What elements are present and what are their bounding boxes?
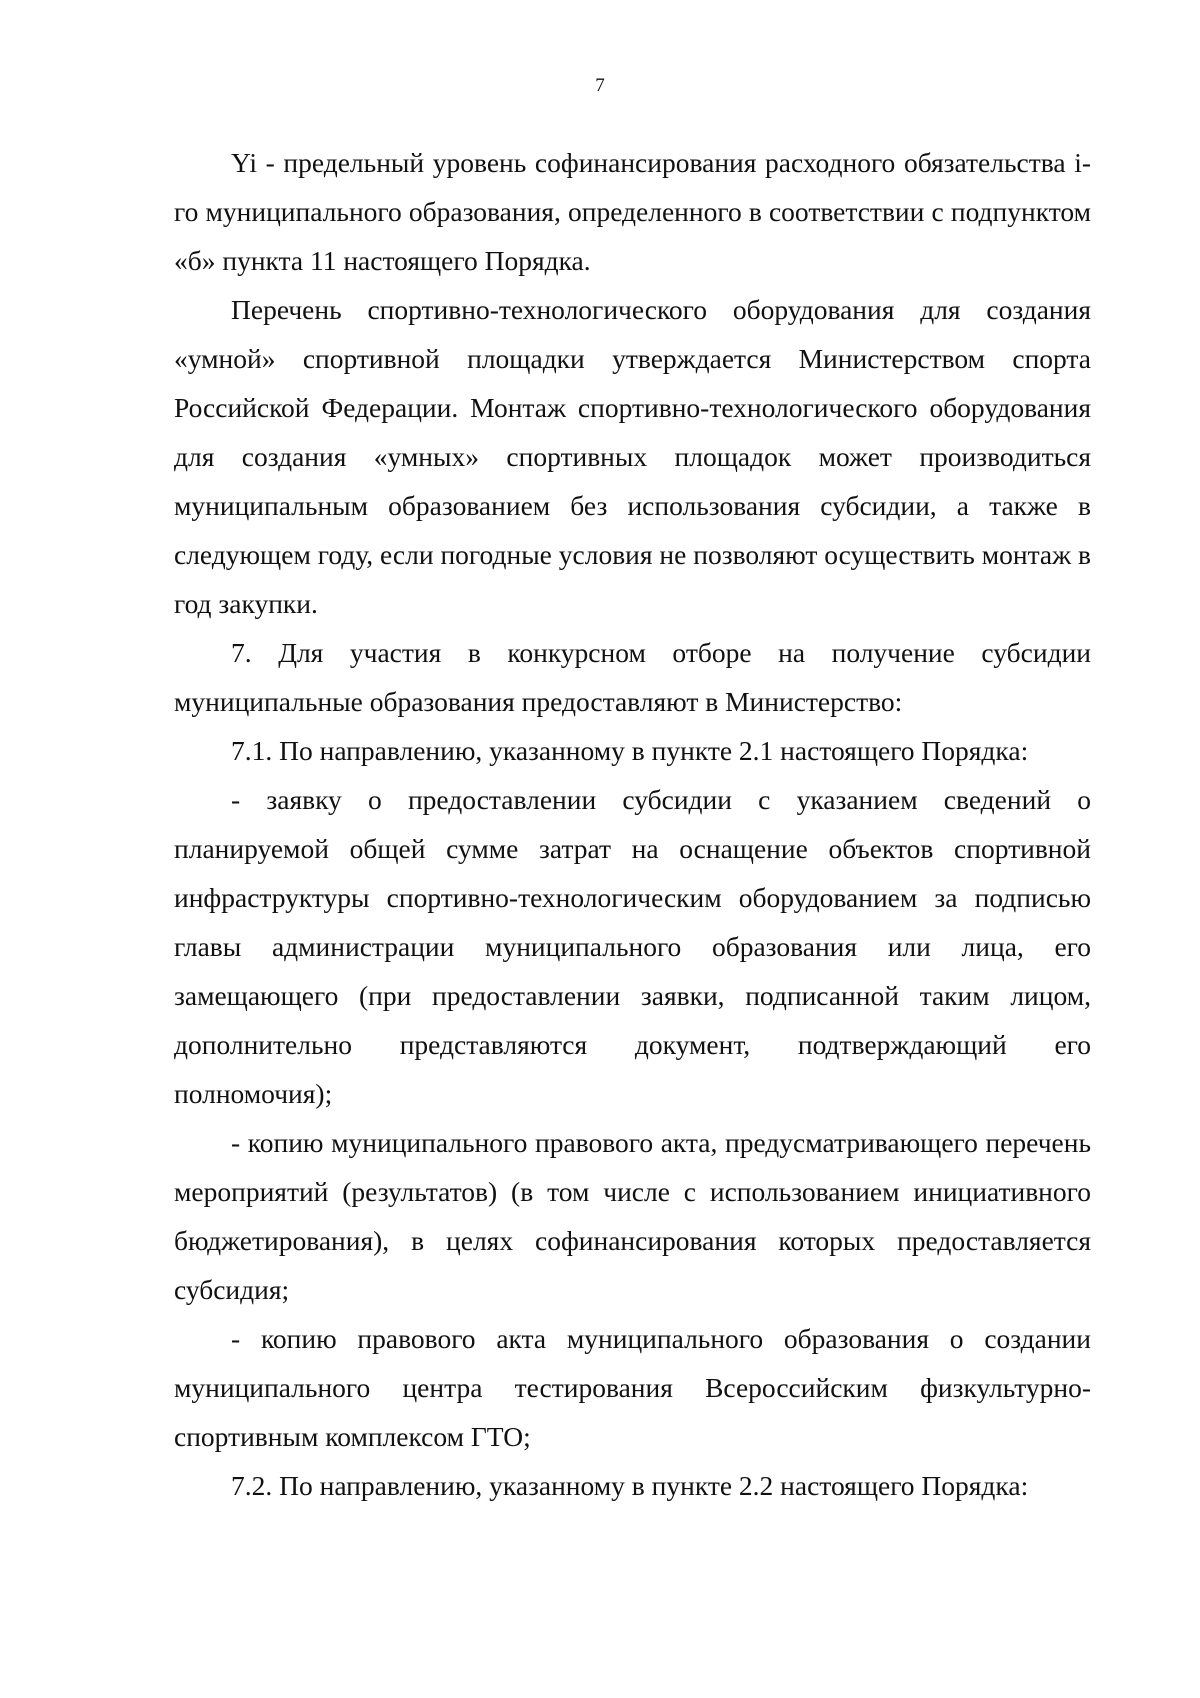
paragraph-section-7-1: 7.1. По направлению, указанному в пункте 2.1 настоящего Порядка: <box>231 735 1029 766</box>
paragraph-equipment-list: Перечень спортивно-технологического оборудования для создания «умной» спортивной площадки утверждается Министерством спорта Российской Федерации. Монтаж спортивно-технологического оборудования для создания «умных» спортивных площадок может производиться муниципальным образованием без использования субсидии, а также в следующем году, если погодные условия не позволяют осуществить монтаж в год закупки. <box>174 294 1091 619</box>
paragraph-yi-definition: Yi - предельный уровень софинансирования расходного обязательства i-го муниципального образования, определенного в соответствии с подпунктом «б» пункта 11 настоящего Порядка. <box>174 147 1091 276</box>
paragraph-section-7: 7. Для участия в конкурсном отборе на получение субсидии муниципальные образования предоставляют в Министерство: <box>174 637 1091 717</box>
paragraph-section-7-2: 7.2. По направлению, указанному в пункте 2.2 настоящего Порядка: <box>231 1470 1029 1501</box>
paragraph-gto-center-item: - копию правового акта муниципального образования о создании муниципального центра тестирования Всероссийским физкультурно-спортивным комплексом ГТО; <box>174 1323 1091 1452</box>
page-number: 7 <box>595 75 605 96</box>
paragraph-application-item: - заявку о предоставлении субсидии с указанием сведений о планируемой общей сумме затрат на оснащение объектов спортивной инфраструктуры спортивно-технологическим оборудованием за подписью главы администрации муниципального образования или лица, его замещающего (при предоставлении заявки, подписанной таким лицом, дополнительно представляются документ, подтверждающий его полномочия); <box>174 784 1091 1109</box>
document-body <box>174 138 1091 1510</box>
paragraph-legal-act-item: - копию муниципального правового акта, предусматривающего перечень мероприятий (результатов) (в том числе с использованием инициативного бюджетирования), в целях софинансирования которых предоставляется субсидия; <box>174 1127 1091 1305</box>
